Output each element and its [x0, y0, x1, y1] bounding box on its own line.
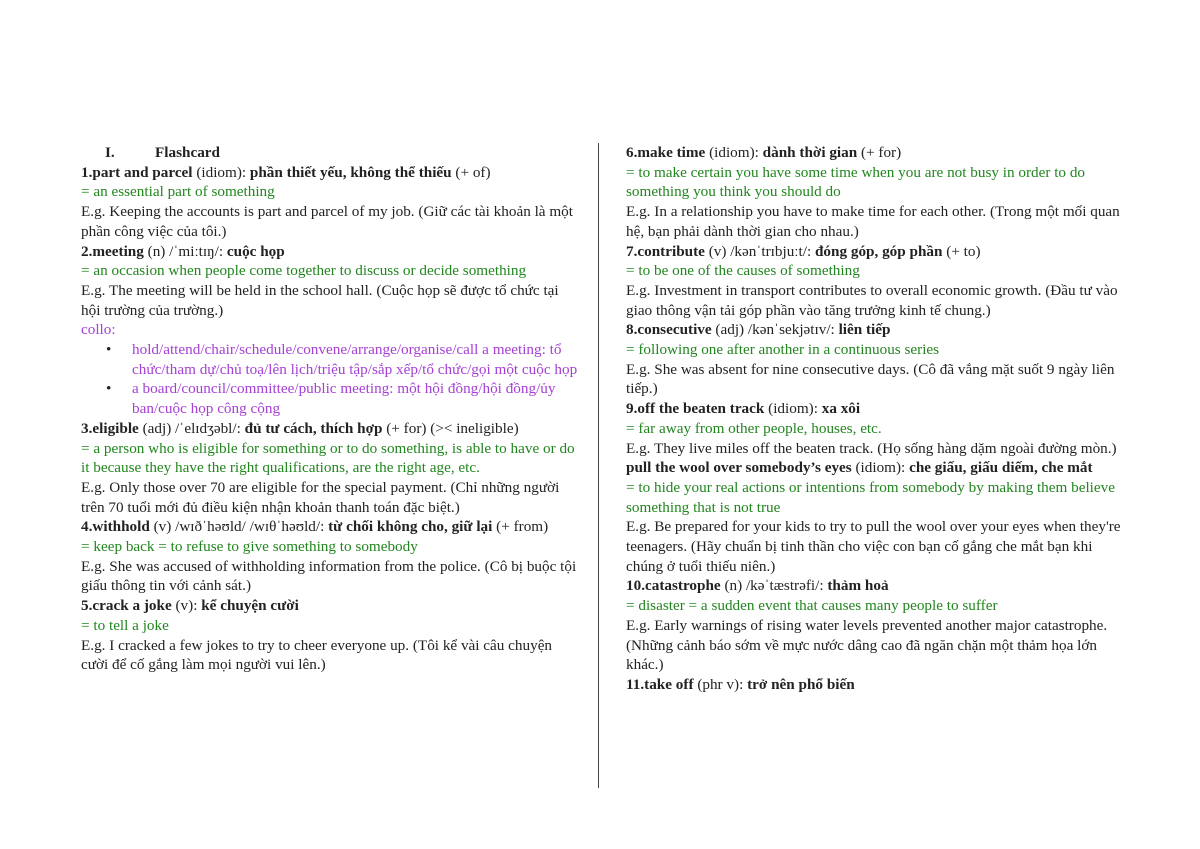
right-column [626, 143, 1126, 695]
entry-word: meeting [92, 242, 144, 260]
entry-word: make time [637, 144, 706, 161]
entry-head [81, 419, 581, 439]
entry-head [626, 320, 1126, 340]
entry-meaning: liên tiếp [838, 321, 891, 339]
entry-meaning: đóng góp, góp phần [814, 242, 943, 260]
entry-word: part and parcel [92, 163, 193, 181]
entry-number: 3. [81, 419, 93, 437]
entry-pos: (idiom): [851, 459, 910, 477]
entry-word: pull the wool over somebody’s eyes [626, 459, 852, 477]
entry-head [81, 517, 581, 537]
bullet-icon: • [106, 341, 112, 359]
entry-definition: = keep back = to refuse to give something to somebody [81, 538, 418, 556]
entry-head [626, 458, 1126, 478]
entry-definition: = to make certain you have some time when you are not busy in order to do something you think you should do [626, 163, 1086, 201]
entry-definition: = disaster = a sudden event that causes many people to suffer [626, 597, 998, 615]
entry-definition: = an essential part of something [81, 183, 275, 201]
entry [81, 163, 581, 242]
entry-extra: (+ from) [492, 518, 549, 536]
collo-item-text: a board/council/committee/public meeting: một hội đồng/hội đồng/ủy ban/cuộc họp công cộng [132, 380, 556, 418]
entry-example: E.g. Only those over 70 are eligible for the special payment. (Chỉ những người trên 70 tuổi mới đủ điều kiện nhận khoản thanh toán đặc biệt.) [81, 478, 560, 516]
entry-definition: = a person who is eligible for something or to do something, is able to have or do it because they have the right qualifications, are the right age, etc. [81, 439, 575, 477]
entry-word: eligible [92, 419, 139, 437]
entry-pos: (idiom): [764, 400, 822, 418]
entry-pos: (v) /wɪðˈhəʊld/ /wɪθˈhəʊld/: [149, 518, 329, 536]
entry [81, 596, 581, 675]
entry-head [626, 675, 1126, 695]
entry-meaning: che giấu, giấu diếm, che mắt [909, 459, 1093, 477]
entry-number: 10. [626, 577, 645, 595]
entry-meaning: đủ tư cách, thích hợp [244, 419, 383, 437]
entry [626, 458, 1126, 576]
entry-meaning: dành thời gian [762, 144, 858, 161]
entry-definition: = following one after another in a continuous series [626, 341, 940, 359]
entry-word: take off [644, 675, 694, 693]
entry-head [626, 143, 1126, 163]
entry-meaning: cuộc họp [226, 242, 285, 260]
entry-number: 6. [626, 144, 638, 161]
collocations [81, 320, 581, 419]
entry-pos: (idiom): [192, 163, 250, 181]
entry-example: E.g. She was absent for nine consecutive days. (Cô đã vắng mặt suốt 9 ngày liên tiếp.) [626, 360, 1115, 398]
collo-item-text: hold/attend/chair/schedule/convene/arrange/organise/call a meeting: tổ chức/tham dự/chủ toạ/lên lịch/triệu tập/sắp xếp/tổ chức/gọi một cuộc họp [132, 341, 578, 378]
entry-pos: (phr v): [693, 675, 748, 693]
entry-meaning: trở nên phổ biến [747, 675, 855, 693]
entry-meaning: xa xôi [821, 400, 861, 418]
entry-example: E.g. Be prepared for your kids to try to pull the wool over your eyes when they're teenagers. (Hãy chuẩn bị tinh thần cho việc con bạn cố gắng che mắt bạn khi chúng ở tuổi thiếu niên.) [626, 518, 1121, 575]
entry-head [626, 576, 1126, 596]
collo-item [106, 379, 581, 418]
entry-number: 11. [626, 675, 645, 693]
entry-head [626, 399, 1126, 419]
entry-number: 7. [626, 242, 638, 260]
entry-example: E.g. Investment in transport contributes to overall economic growth. (Đầu tư vào giao thông vận tải góp phần vào tăng trưởng kinh tế chung.) [626, 281, 1118, 319]
entry-number: 4. [81, 518, 93, 536]
entry-number: 9. [626, 400, 638, 418]
entry-pos: (n) /ˈmiːtɪŋ/: [143, 242, 227, 260]
entry-number: 2. [81, 242, 93, 260]
entry-definition: = to be one of the causes of something [626, 262, 860, 280]
entry-number: 5. [81, 597, 93, 615]
entry-pos: (v): [171, 597, 202, 615]
entry-extra: (+ for) [857, 144, 902, 161]
entry-definition: = an occasion when people come together to discuss or decide something [81, 262, 527, 280]
entry [626, 242, 1126, 321]
section-number: I. [105, 144, 115, 161]
entry-pos: (adj) /ˈelɪdʒəbl/: [138, 419, 245, 437]
entry-word: crack a joke [92, 597, 172, 615]
entry-word: contribute [637, 242, 705, 260]
entry [626, 675, 1126, 695]
collo-item [106, 340, 581, 379]
entry-example: E.g. I cracked a few jokes to try to cheer everyone up. (Tôi kể vài câu chuyện cười để cố gắng làm mọi người vui lên.) [81, 636, 553, 674]
entry-word: consecutive [637, 321, 712, 339]
entry [81, 242, 581, 321]
entry-definition: = to tell a joke [81, 616, 169, 634]
left-column [81, 143, 581, 675]
entry-definition: = far away from other people, houses, etc. [626, 419, 882, 437]
entry-extra: (+ for) (>< ineligible) [382, 419, 519, 437]
entry-word: withhold [92, 518, 150, 536]
entry-example: E.g. The meeting will be held in the school hall. (Cuộc họp sẽ được tổ chức tại hội trường của trường.) [81, 281, 559, 319]
column-divider [598, 143, 599, 788]
entry-example: E.g. Early warnings of rising water levels prevented another major catastrophe. (Những cảnh báo sớm về mực nước dâng cao đã ngăn chặn một thảm họa lớn khác.) [626, 616, 1108, 674]
entry-example: E.g. She was accused of withholding information from the police. (Cô bị buộc tội giấu thông tin với cảnh sát.) [81, 557, 577, 595]
entry-example: E.g. Keeping the accounts is part and parcel of my job. (Giữ các tài khoản là một phần công việc của tôi.) [81, 203, 573, 240]
entry-head [626, 242, 1126, 262]
entry-pos: (n) /kəˈtæstrəfi/: [720, 577, 828, 595]
entry-extra: (+ to) [942, 242, 981, 260]
entry-word: catastrophe [644, 577, 721, 595]
entry-meaning: từ chối không cho, giữ lại [328, 518, 493, 536]
entry-pos: (adj) /kənˈsekjətɪv/: [711, 321, 839, 339]
entry-word: off the beaten track [637, 400, 765, 418]
entry-meaning: thảm hoả [827, 577, 889, 595]
entry [626, 399, 1126, 458]
entry-meaning: kể chuyện cười [201, 597, 299, 615]
collo-list [81, 340, 581, 419]
entry-head [81, 163, 581, 183]
section-title: Flashcard [155, 144, 220, 161]
entry-pos: (idiom): [705, 144, 763, 161]
entry [81, 419, 581, 518]
entry [626, 576, 1126, 675]
entry [626, 143, 1126, 242]
entry-example: E.g. They live miles off the beaten track. (Họ sống hàng dặm ngoài đường mòn.) [626, 439, 1117, 457]
entry-number: 8. [626, 321, 638, 339]
entry [81, 517, 581, 596]
entry-number: 1. [81, 163, 93, 181]
bullet-icon: • [106, 380, 112, 398]
collo-label: collo: [81, 321, 116, 339]
entry-extra: (+ of) [451, 163, 491, 181]
entry-head [81, 242, 581, 262]
entry-meaning: phần thiết yếu, không thể thiếu [249, 163, 452, 181]
entry-definition: = to hide your real actions or intentions from somebody by making them believe something that is not true [626, 478, 1115, 516]
section-heading [81, 143, 581, 163]
entry-pos: (v) /kənˈtrɪbjuːt/: [704, 242, 815, 260]
entry-head [81, 596, 581, 616]
entry-example: E.g. In a relationship you have to make time for each other. (Trong một mối quan hệ, bạn phải dành thời gian cho nhau.) [626, 203, 1120, 240]
entry [626, 320, 1126, 399]
